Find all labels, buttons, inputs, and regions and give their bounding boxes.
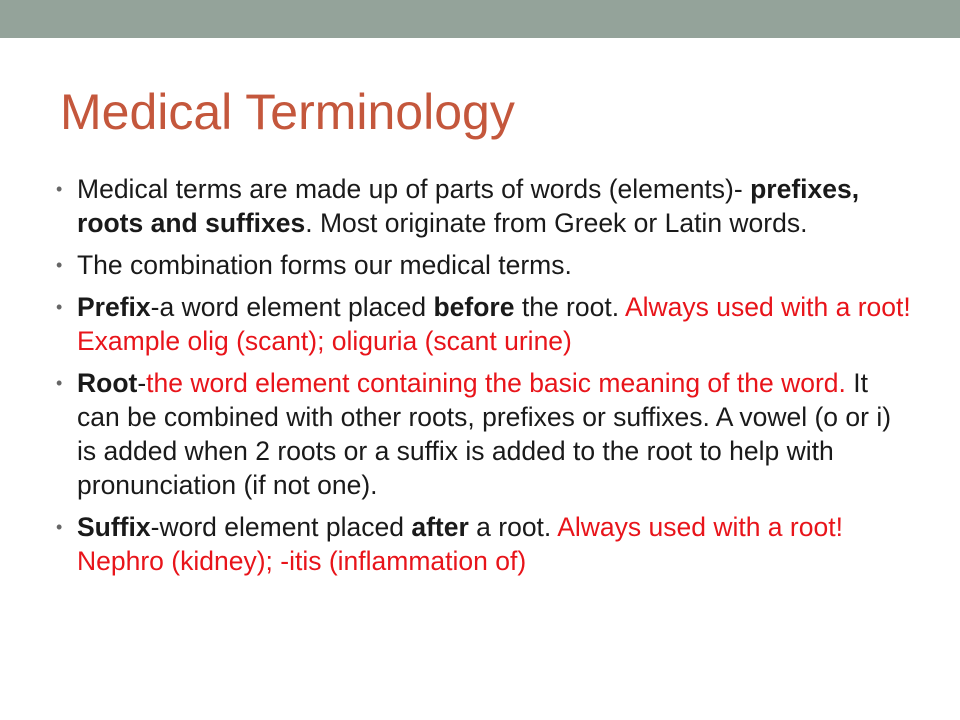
bullet-dot: • — [56, 255, 63, 275]
bullet-bold-text: after — [411, 512, 469, 542]
bullet-dot: • — [56, 179, 63, 199]
bullet-item-prefix — [56, 290, 916, 358]
bullet-text: -word element placed — [150, 512, 412, 542]
slide-top-bar — [0, 0, 960, 38]
bullet-text: Medical terms are made up of parts of words (elements)- — [77, 174, 743, 204]
bullet-item-suffix — [56, 510, 916, 578]
bullet-dot: • — [56, 517, 63, 537]
bullet-dot: • — [56, 297, 63, 317]
bullet-bold-text: before — [433, 292, 515, 322]
slide-title: Medical Terminology — [60, 84, 515, 140]
bullet-list — [56, 172, 916, 586]
bullet-term-suffix: Suffix — [77, 512, 151, 542]
bullet-bold-text: prefixes, roots and suffixes — [77, 174, 860, 238]
bullet-text: It can be combined with other roots, prefixes or suffixes. A vowel (o or i) is added when 2 roots or a suffix is added to the root to help with pronunciation (if not one). — [77, 368, 892, 500]
bullet-text: -a word element placed — [150, 292, 434, 322]
bullet-highlight-text: the word element containing the basic meaning of the word. — [146, 368, 846, 398]
bullet-dot: • — [56, 373, 63, 393]
bullet-highlight-text: Always used with a root! Example olig (scant); oliguria (scant urine) — [77, 292, 911, 356]
bullet-text: a root. — [468, 512, 558, 542]
bullet-text: - — [137, 368, 147, 398]
bullet-term-root: Root — [77, 368, 138, 398]
bullet-item-elements — [56, 172, 916, 240]
bullet-highlight-text: Always used with a root! Nephro (kidney); -itis (inflammation of) — [77, 512, 843, 576]
bullet-item-root — [56, 366, 916, 502]
bullet-text: the root. — [514, 292, 625, 322]
bullet-text: The combination forms our medical terms. — [77, 250, 572, 280]
bullet-item-combination — [56, 248, 916, 282]
bullet-text: . Most originate from Greek or Latin words. — [305, 208, 808, 238]
bullet-term-prefix: Prefix — [77, 292, 151, 322]
